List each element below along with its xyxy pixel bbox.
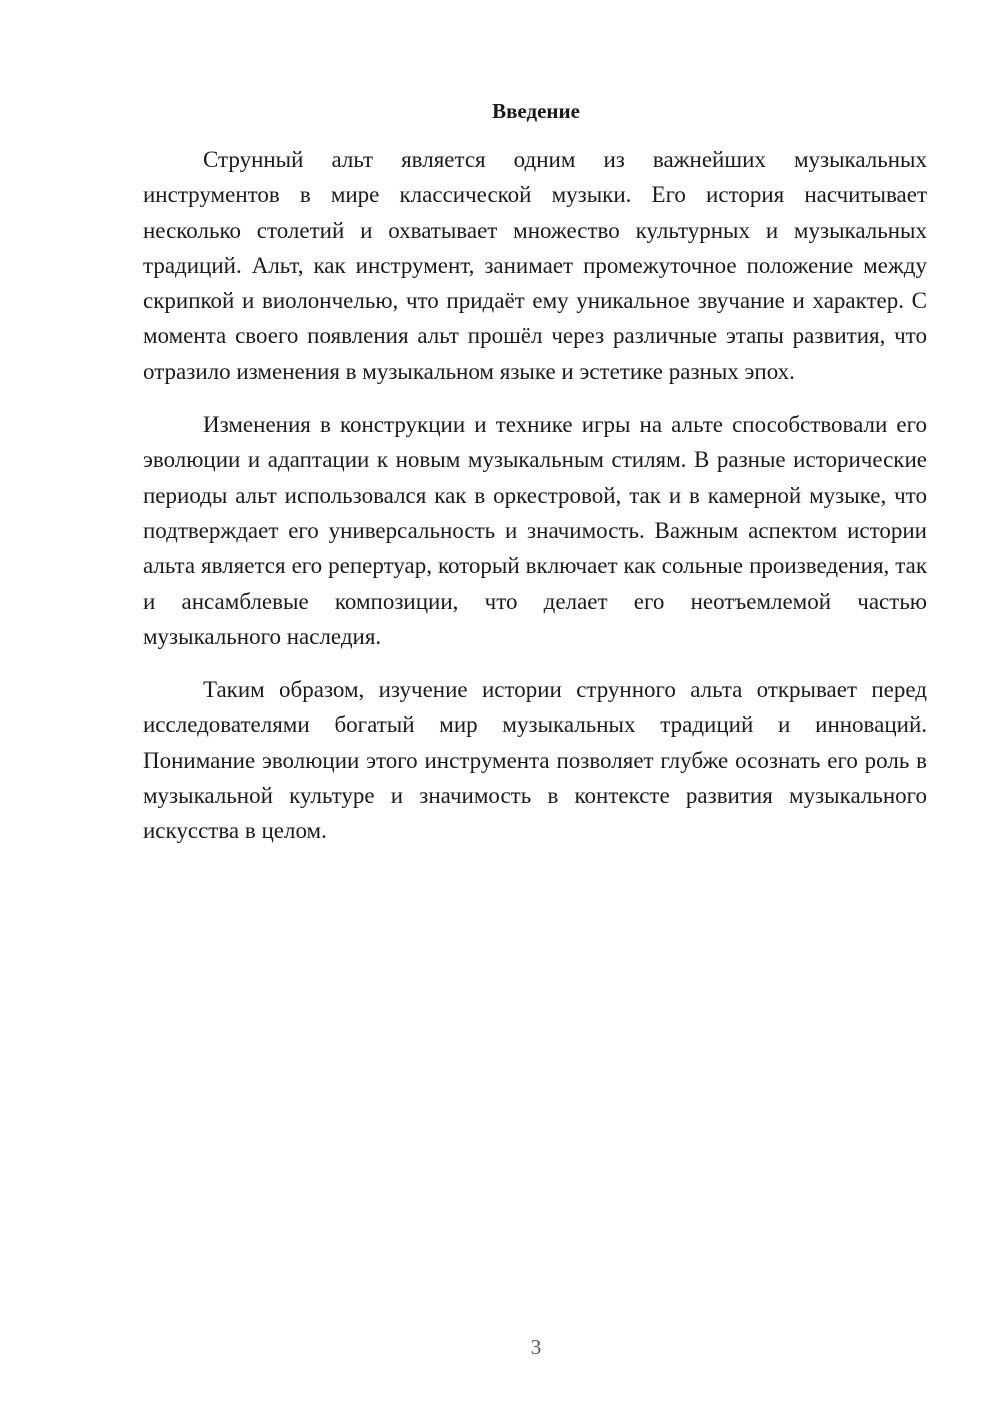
paragraph-1: Струнный альт является одним из важнейших музыкальных инструментов в мире классической музыки. Его история насчитывает несколько столетий и охватывает множество культурных и музыкальных традиций. Альт, как инструмент, занимает промежуточное положение между скрипкой и виолончелью, что придаёт ему уникальное звучание и характер. С момента своего появления альт прошёл через различные этапы развития, что отразило изменения в музыкальном языке и эстетике разных эпох. bbox=[143, 147, 927, 384]
paragraph-3: Таким образом, изучение истории струнного альта открывает перед исследователями богатый мир музыкальных традиций и инноваций. Понимание эволюции этого инструмента позволяет глубже осознать его роль в музыкальной культуре и значимость в контексте развития музыкального искусства в целом. bbox=[143, 677, 927, 844]
page-number: 3 bbox=[530, 1335, 542, 1359]
paragraph-2: Изменения в конструкции и технике игры на альте способствовали его эволюции и адаптации к новым музыкальным стилям. В разные исторические периоды альт использовался как в оркестровой, так и в камерной музыке, что подтверждает его универсальность и значимость. Важным аспектом истории альта является его репертуар, который включает как сольные произведения, так и ансамблевые композиции, что делает его неотъемлемой частью музыкального наследия. bbox=[143, 412, 927, 649]
body-text bbox=[143, 142, 927, 867]
section-heading: Введение bbox=[492, 99, 580, 123]
